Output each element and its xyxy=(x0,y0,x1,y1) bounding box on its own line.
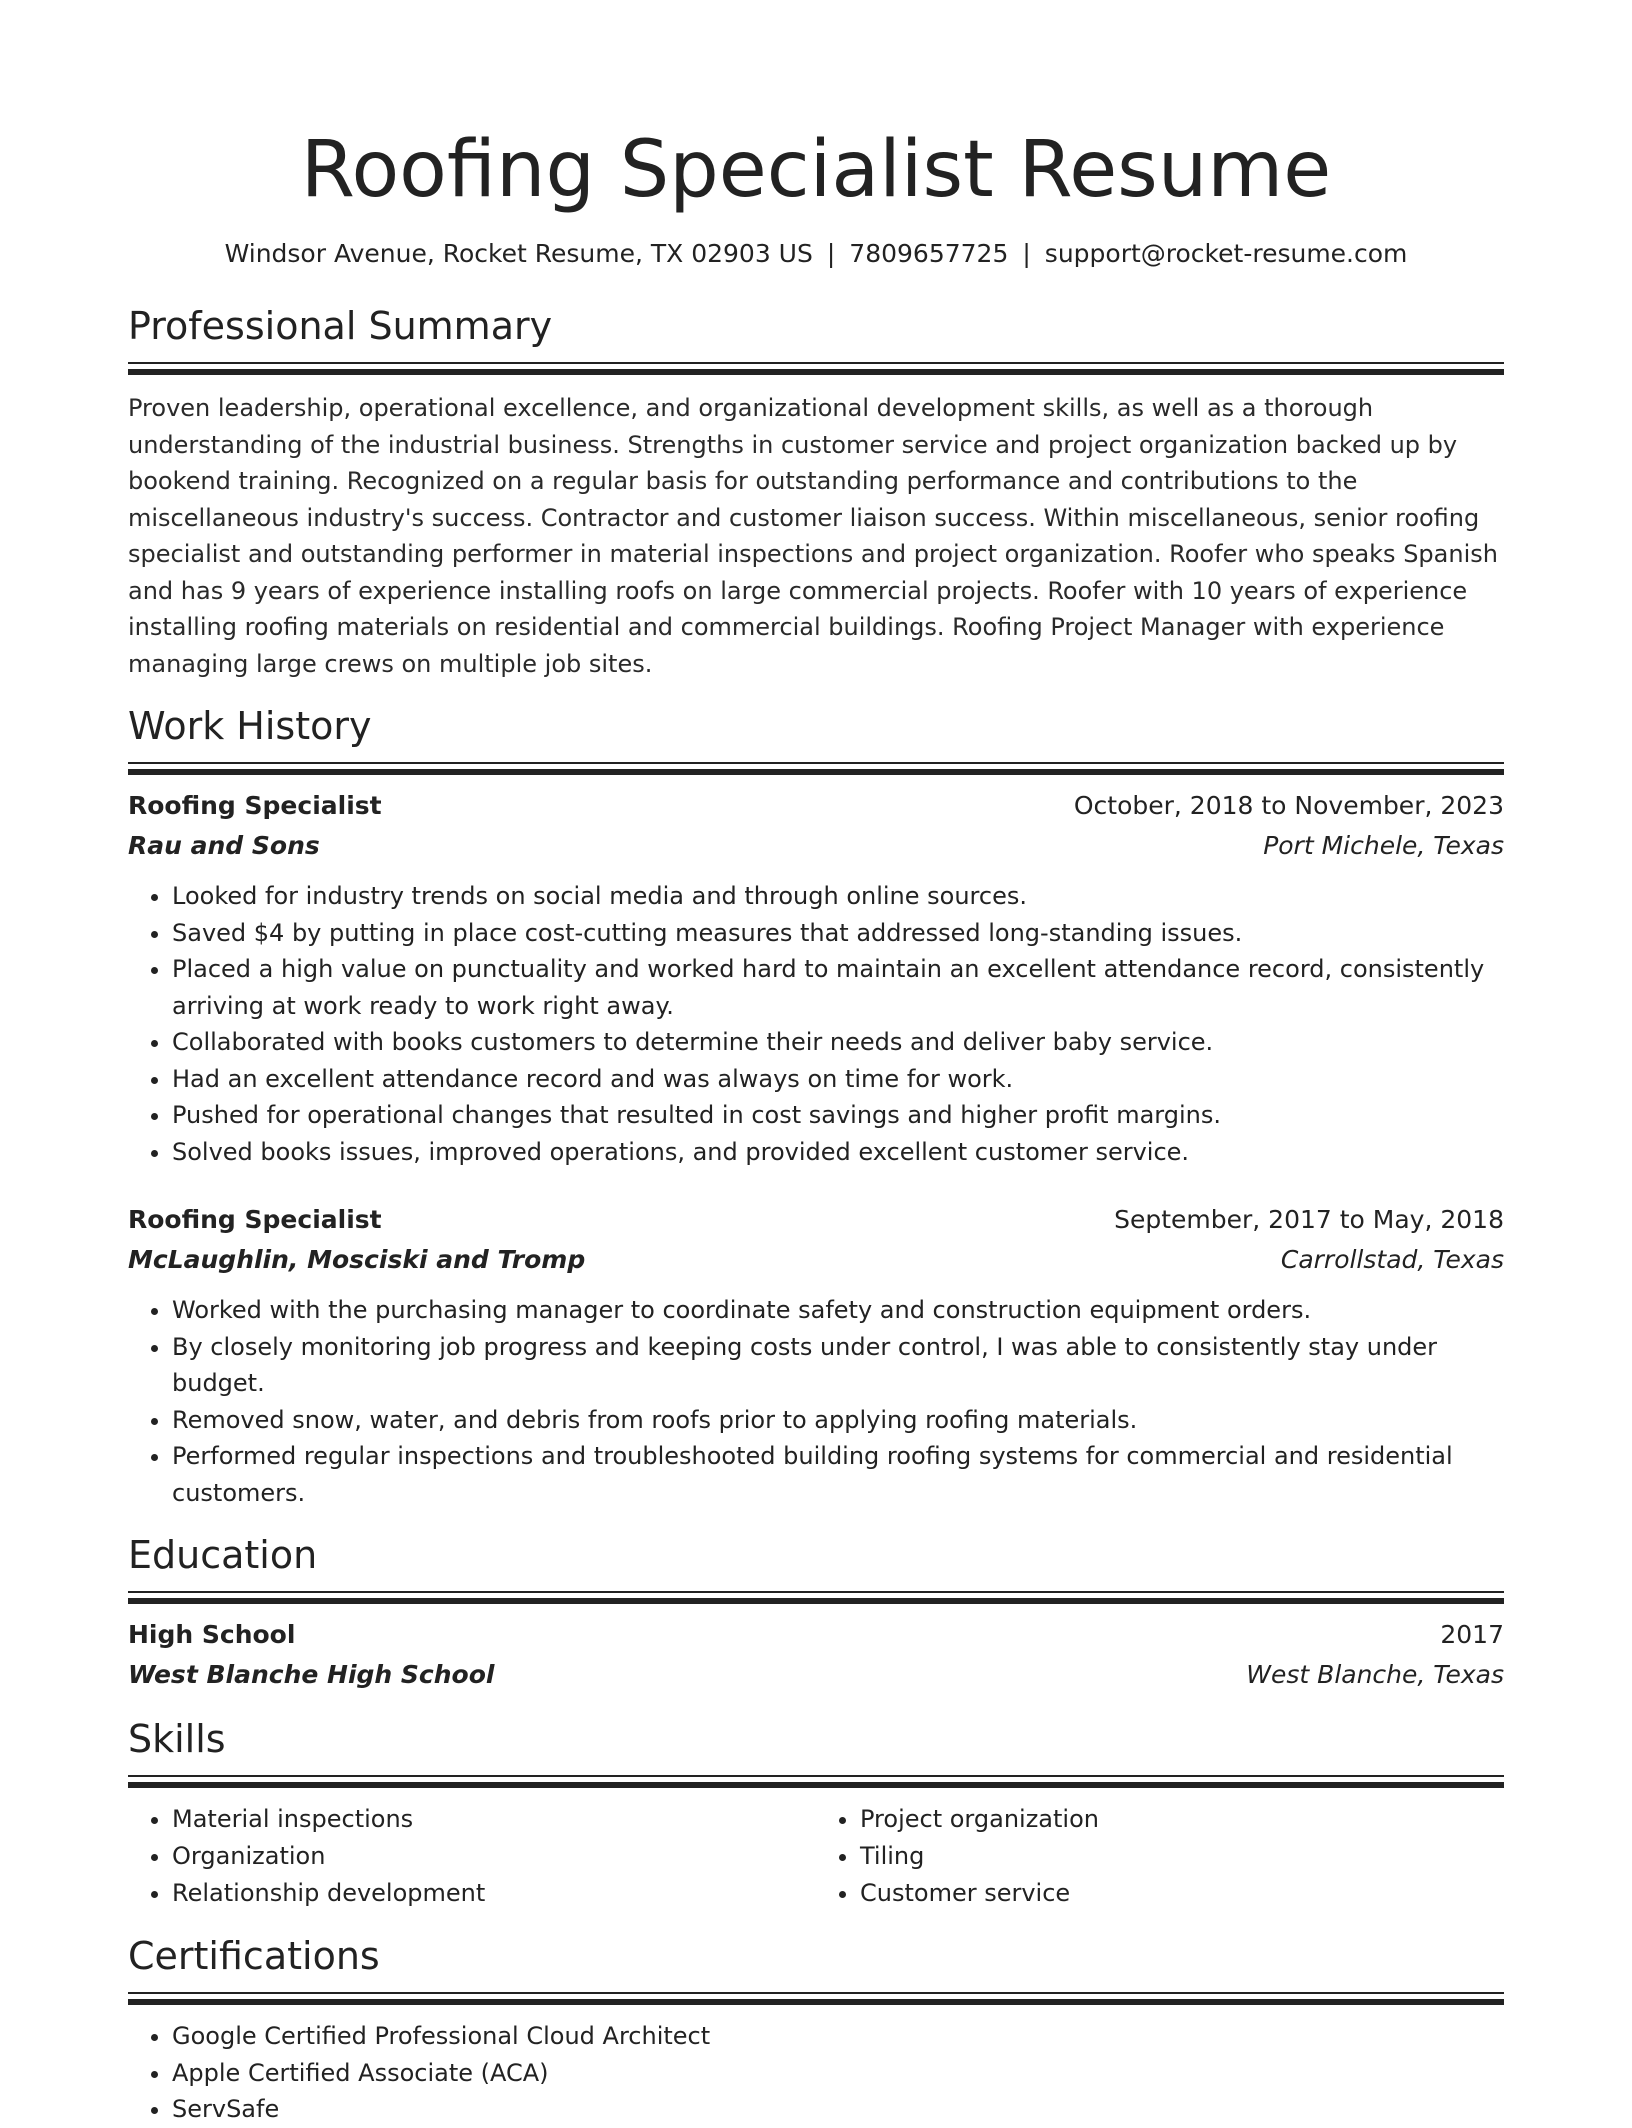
summary-section xyxy=(128,302,1504,682)
skills-section xyxy=(128,1715,1504,1912)
skills-column-right xyxy=(816,1801,1504,1912)
section-heading: Education xyxy=(128,1533,318,1577)
skills-list xyxy=(128,1801,1504,1912)
list-item: • Looked for industry trends on social media and through online sources. xyxy=(172,878,1504,915)
contact-address: Windsor Avenue, Rocket Resume, TX 02903 US xyxy=(224,239,813,268)
job-entry xyxy=(128,786,1504,1170)
job-bullets xyxy=(128,1292,1504,1511)
job-location: Port Michele, Texas xyxy=(1263,831,1504,860)
contact-separator: | xyxy=(1022,239,1031,268)
skills-column-left xyxy=(128,1801,816,1912)
degree: High School xyxy=(128,1620,296,1649)
section-divider xyxy=(128,1591,1504,1605)
work-history-section xyxy=(128,702,1504,1511)
job-dates: September, 2017 to May, 2018 xyxy=(1114,1205,1504,1234)
page-title: Roofing Specialist Resume xyxy=(300,125,1332,215)
job-entry xyxy=(128,1200,1504,1511)
certification-item: • Google Certified Professional Cloud Architect xyxy=(172,2018,1504,2055)
skill-item: • Material inspections xyxy=(172,1801,816,1838)
list-item: • Removed snow, water, and debris from roofs prior to applying roofing materials. xyxy=(172,1402,1504,1439)
section-heading: Professional Summary xyxy=(128,304,553,348)
section-divider xyxy=(128,762,1504,776)
list-item: • Worked with the purchasing manager to coordinate safety and construction equipment orders. xyxy=(172,1292,1504,1329)
list-item: • Collaborated with books customers to determine their needs and deliver baby service. xyxy=(172,1024,1504,1061)
skill-item: • Project organization xyxy=(860,1801,1504,1838)
list-item: • Placed a high value on punctuality and worked hard to maintain an excellent attendance record, consistently arriving at work ready to work right away. xyxy=(172,951,1504,1024)
company-name: McLaughlin, Mosciski and Tromp xyxy=(128,1245,586,1274)
contact-line xyxy=(128,236,1504,272)
job-location: Carrollstad, Texas xyxy=(1280,1245,1504,1274)
list-item: • Performed regular inspections and troubleshooted building roofing systems for commercial and residential customers. xyxy=(172,1438,1504,1511)
job-dates: October, 2018 to November, 2023 xyxy=(1073,791,1504,820)
section-heading: Skills xyxy=(128,1717,226,1761)
certification-item: • Apple Certified Associate (ACA) xyxy=(172,2055,1504,2092)
list-item: • Pushed for operational changes that resulted in cost savings and higher profit margins. xyxy=(172,1097,1504,1134)
school-name: West Blanche High School xyxy=(128,1660,495,1689)
certifications-list xyxy=(128,2018,1504,2128)
list-item: • Had an excellent attendance record and was always on time for work. xyxy=(172,1061,1504,1098)
list-item: • Saved $4 by putting in place cost-cutting measures that addressed long-standing issues. xyxy=(172,915,1504,952)
job-title: Roofing Specialist xyxy=(128,1205,382,1234)
certifications-section xyxy=(128,1932,1504,2128)
skill-item: • Organization xyxy=(172,1838,816,1875)
job-bullets xyxy=(128,878,1504,1170)
skill-item: • Tiling xyxy=(860,1838,1504,1875)
section-heading: Work History xyxy=(128,704,372,748)
job-title: Roofing Specialist xyxy=(128,791,382,820)
graduation-year: 2017 xyxy=(1440,1620,1504,1649)
section-divider xyxy=(128,1992,1504,2006)
section-divider xyxy=(128,362,1504,376)
education-section xyxy=(128,1531,1504,1695)
certification-item: • ServSafe xyxy=(172,2091,1504,2128)
skill-item: • Customer service xyxy=(860,1875,1504,1912)
list-item: • By closely monitoring job progress and keeping costs under control, I was able to consistently stay under budget. xyxy=(172,1329,1504,1402)
section-divider xyxy=(128,1775,1504,1789)
summary-text: Proven leadership, operational excellence, and organizational development skills, as well as a thorough understanding of the industrial business. Strengths in customer service and project organization backed up by bookend training. Recognized on a regular basis for outstanding performance and contributions to the miscellaneous industry's success. Contractor and customer liaison success. Within miscellaneous, senior roofing specialist and outstanding performer in material inspections and project organization. Roofer who speaks Spanish and has 9 years of experience installing roofs on large commercial projects. Roofer with 10 years of experience installing roofing materials on residential and commercial buildings. Roofing Project Manager with experience managing large crews on multiple job sites. xyxy=(128,394,1498,678)
company-name: Rau and Sons xyxy=(128,831,320,860)
school-location: West Blanche, Texas xyxy=(1246,1660,1504,1689)
list-item: • Solved books issues, improved operations, and provided excellent customer service. xyxy=(172,1134,1504,1171)
contact-email: support@rocket-resume.com xyxy=(1044,239,1408,268)
contact-separator: | xyxy=(826,239,836,268)
skill-item: • Relationship development xyxy=(172,1875,816,1912)
contact-phone: 7809657725 xyxy=(849,239,1009,268)
section-heading: Certifications xyxy=(128,1934,380,1978)
